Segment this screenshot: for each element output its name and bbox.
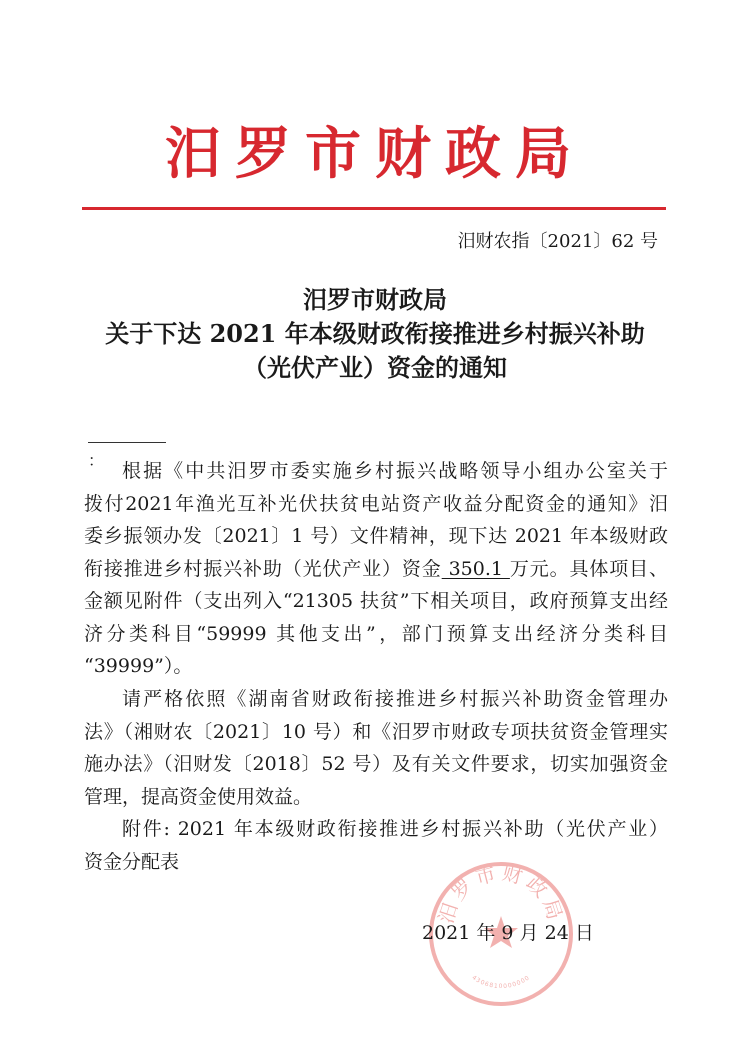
seal-serial: 4306810000000: [470, 974, 532, 991]
paragraph-line: 法》（湘财农〔2021〕10 号）和《汨罗市财政专项扶贫资金管理实: [84, 720, 668, 743]
paragraph-line: 请严格依照《湖南省财政衔接推进乡村振兴补助资金管理办: [122, 688, 668, 710]
paragraph-line: 根据《中共汨罗市委实施乡村振兴战略领导小组办公室关于: [122, 460, 668, 482]
paragraph-line: 济分类科目“59999 其他支出”，部门预算支出经济分类科目: [84, 622, 668, 645]
document-title: [0, 283, 750, 385]
paragraph-line: [84, 553, 668, 586]
amount-suffix: 万元。具体项目、: [509, 557, 668, 580]
letterhead-title: 汨罗市财政局: [165, 121, 585, 187]
paragraph-line: 金额见附件（支出列入“21305 扶贫”下相关项目，政府预算支出经: [84, 590, 668, 612]
title-line-2: 关于下达 2021 年本级财政衔接推进乡村振兴补助: [105, 319, 645, 348]
paragraph-notice-body: [84, 455, 668, 683]
document-number: 汨财农指〔2021〕62 号: [457, 231, 658, 252]
paragraph-line: 委乡振领办发〔2021〕1 号）文件精神，现下达 2021 年本级财政: [84, 525, 668, 547]
paragraph-line: 施办法》（汨财发〔2018〕52 号）及有关文件要求，切实加强资金: [84, 753, 668, 775]
addressee: [88, 428, 174, 470]
attachment-line: 附件: 2021 年本级财政衔接推进乡村振兴补助（光伏产业）: [122, 818, 668, 840]
addressee-blank-line: [88, 428, 166, 443]
attachment-line: 资金分配表: [84, 850, 180, 873]
paragraph-line: 拨付2021年渔光互补光伏扶贫电站资产收益分配资金的通知》汨: [84, 492, 668, 515]
attachment-note: [84, 813, 668, 878]
paragraph-line: 管理，提高资金使用效益。: [84, 785, 313, 808]
title-line-3: （光伏产业）资金的通知: [243, 353, 507, 382]
seal-text: 汨罗市财政局: [433, 860, 569, 927]
issue-date: 2021 年 9 月 24 日: [422, 922, 594, 944]
paragraph-requirements: [84, 683, 668, 813]
amount-prefix: 衔接推进乡村振兴补助（光伏产业）资金: [84, 557, 442, 580]
amount-value: 350.1: [441, 557, 510, 580]
title-line-1: 汨罗市财政局: [303, 285, 447, 314]
addressee-colon: ：: [88, 451, 105, 470]
paragraph-line: “39999”）。: [84, 655, 193, 677]
letterhead-red-rule: [82, 207, 666, 210]
